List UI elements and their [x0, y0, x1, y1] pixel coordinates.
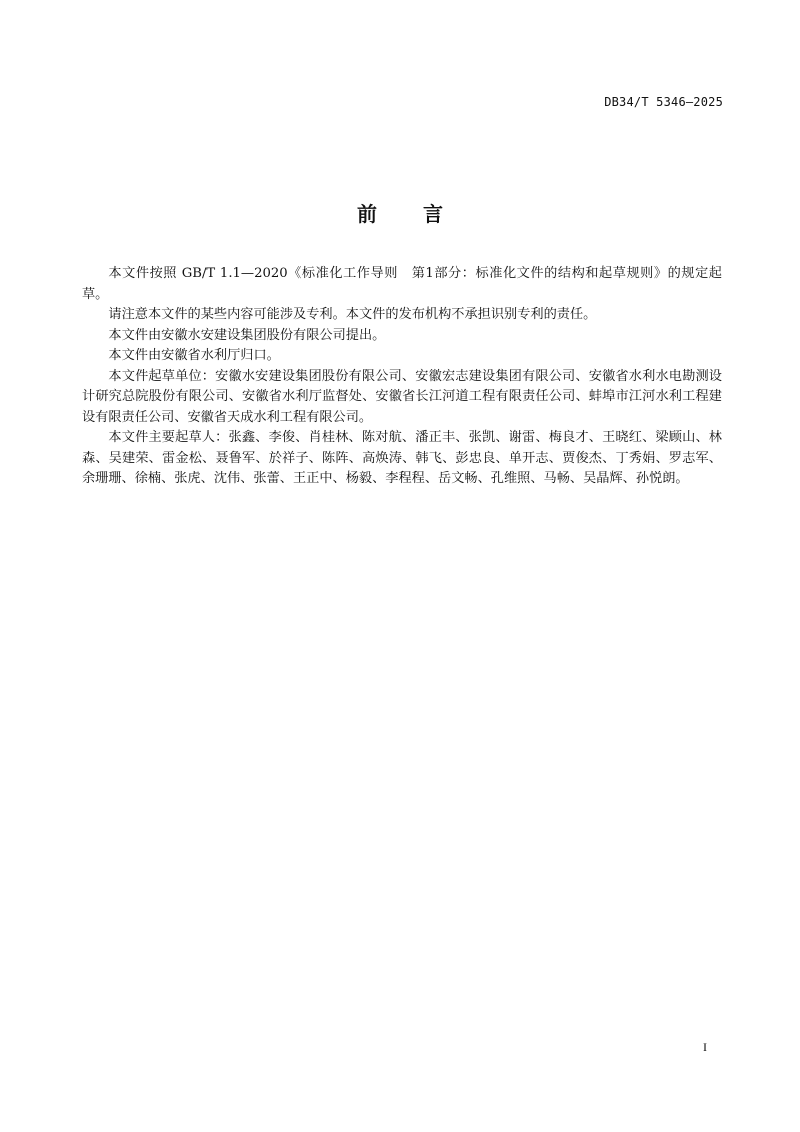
paragraph-centralized-unit: 本文件由安徽省水利厅归口。: [108, 348, 280, 363]
page-title: [0, 198, 800, 227]
foreword-body: [82, 264, 722, 490]
title-char-1: 前: [357, 202, 377, 226]
page-number: I: [703, 1040, 707, 1054]
paragraph-main-drafters: 本文件主要起草人：张鑫、李俊、肖桂林、陈对航、潘正丰、张凯、谢雷、梅良才、王晓红、梁顾山、林森、吴建荣、雷金松、聂鲁军、於祥子、陈阵、高焕涛、韩飞、彭忠良、单开志、贾俊杰、丁秀娟、罗志军、余珊珊、徐楠、张虎、沈伟、张蕾、王正中、杨毅、李程程、岳文畅、孔维照、马畅、吴晶辉、孙悦朗。: [82, 430, 722, 486]
paragraph-proposer: 本文件由安徽水安建设集团股份有限公司提出。: [108, 327, 386, 343]
paragraph-drafting-basis: 本文件按照 GB/T 1.1—2020《标准化工作导则 第1部分：标准化文件的结构和起草规则》的规定起草。: [82, 266, 722, 302]
paragraph-drafting-units: 本文件起草单位：安徽水安建设集团股份有限公司、安徽宏志建设集团有限公司、安徽省水利水电勘测设计研究总院股份有限公司、安徽省水利厅监督处、安徽省长江河道工程有限责任公司、蚌埠市江河水利工程建设有限责任公司、安徽省天成水利工程有限公司。: [82, 368, 722, 425]
paragraph-patent-notice: 请注意本文件的某些内容可能涉及专利。本文件的发布机构不承担识别专利的责任。: [108, 307, 597, 322]
title-char-2: 言: [423, 202, 443, 226]
standard-code: DB34/T 5346—2025: [604, 95, 723, 109]
